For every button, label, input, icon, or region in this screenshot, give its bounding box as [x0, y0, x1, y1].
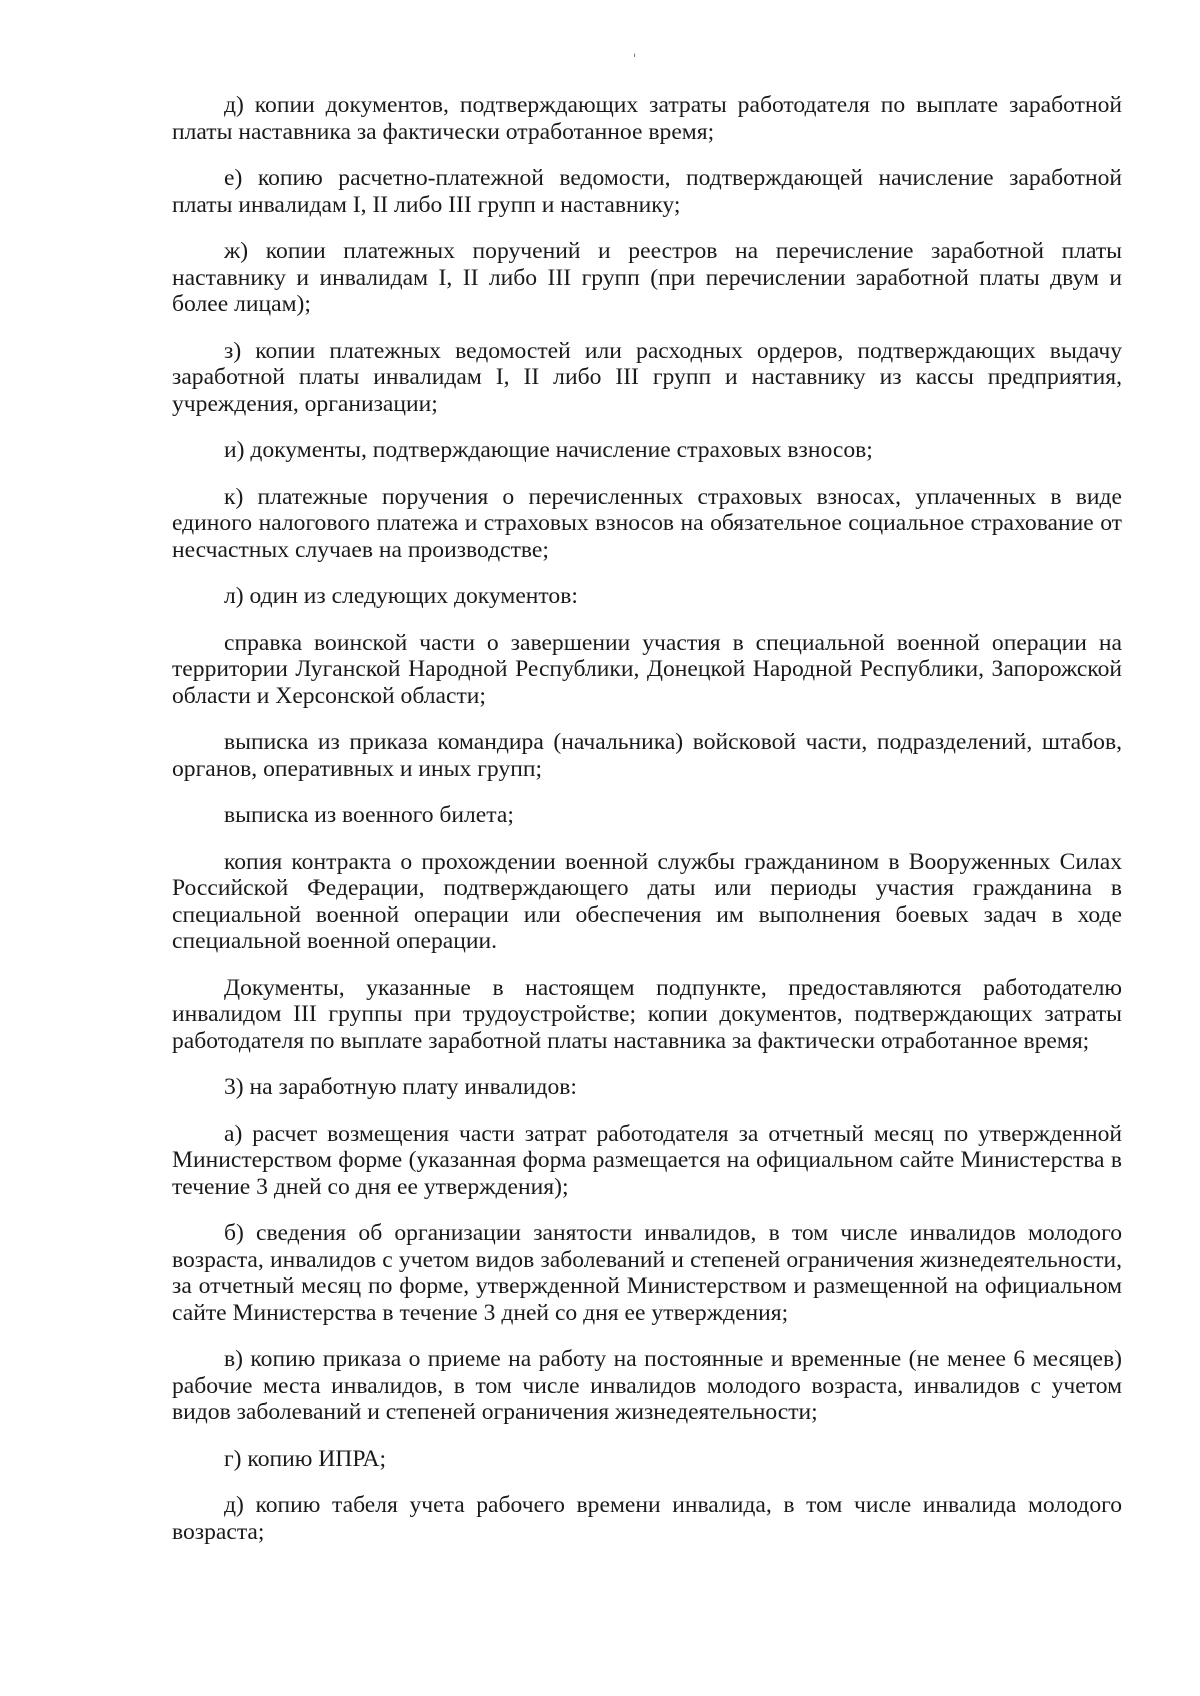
- paragraph-a-cost-reimbursement: а) расчет возмещения части затрат работодателя за отчетный месяц по утвержденной Министерством форме (указанная форма размещается на официальном сайте Министерства в течение 3 дней со дня ее утверждения);: [172, 1120, 1122, 1200]
- paragraph-v-hiring-order: в) копию приказа о приеме на работу на постоянные и временные (не менее 6 месяцев) рабочие места инвалидов, в том числе инвалидов молодого возраста, инвалидов с учетом видов заболеваний и степеней ограничения жизнедеятельности;: [172, 1346, 1122, 1425]
- paragraph-military-unit-certificate: справка воинской части о завершении участия в специальной военной операции на территории Луганской Народной Республики, Донецкой Народной Республики, Запорожской области и Херсонской области;: [172, 629, 1122, 709]
- paragraph-e-payroll-statement: е) копию расчетно-платежной ведомости, подтверждающей начисление заработной платы инвалидам I, II либо III групп и наставнику;: [172, 165, 1122, 218]
- paragraph-military-contract-copy: копия контракта о прохождении военной службы гражданином в Вооруженных Силах Российской Федерации, подтверждающего даты или периоды участия гражданина в специальной военной операции или обеспечения им выполнения боевых задач в ходе специальной военной операции.: [172, 848, 1122, 954]
- paragraph-3-disabled-salary: 3) на заработную плату инвалидов:: [224, 1074, 577, 1100]
- document-body: [172, 92, 1122, 1545]
- paragraph-i-insurance-contributions: и) документы, подтверждающие начисление страховых взносов;: [224, 437, 873, 463]
- scan-artifact: ˈ: [633, 52, 637, 66]
- paragraph-g-ipra-copy: г) копию ИПРА;: [224, 1445, 387, 1472]
- paragraph-military-id-extract: выписка из военного билета;: [224, 802, 514, 828]
- paragraph-k-payment-orders-insurance: к) платежные поручения о перечисленных страховых взносах, уплаченных в виде единого налогового платежа и страховых взносов на обязательное социальное страхование от несчастных случаев на производстве;: [172, 483, 1122, 563]
- paragraph-d-mentor-salary-copies: д) копии документов, подтверждающих затраты работодателя по выплате заработной платы наставника за фактически отработанное время;: [172, 92, 1122, 145]
- paragraph-z-cash-orders: з) копии платежных ведомостей или расходных ордеров, подтверждающих выдачу заработной платы инвалидам I, II либо III групп и наставнику из кассы предприятия, учреждения, организации;: [172, 337, 1122, 417]
- paragraph-b-employment-info: б) сведения об организации занятости инвалидов, в том числе инвалидов молодого возраста, инвалидов с учетом видов заболеваний и степеней ограничения жизнедеятельности, за отчетный месяц по форме, утвержденной Министерством и размещенной на официальном сайте Министерства в течение 3 дней со дня ее утверждения;: [172, 1220, 1122, 1326]
- paragraph-l-one-of-documents: л) один из следующих документов:: [224, 583, 578, 609]
- paragraph-documents-provided: Документы, указанные в настоящем подпункте, предоставляются работодателю инвалидом III группы при трудоустройстве; копии документов, подтверждающих затраты работодателя по выплате заработной платы наставника за фактически отработанное время;: [172, 974, 1122, 1054]
- paragraph-zh-payment-orders: ж) копии платежных поручений и реестров на перечисление заработной платы наставнику и инвалидам I, II либо III групп (при перечислении заработной платы двум и более лицам);: [172, 238, 1122, 317]
- paragraph-commander-order-extract: выписка из приказа командира (начальника) войсковой части, подразделений, штабов, органов, оперативных и иных групп;: [172, 729, 1122, 782]
- paragraph-d-timesheet-copy: д) копию табеля учета рабочего времени инвалида, в том числе инвалида молодого возраста;: [172, 1492, 1122, 1545]
